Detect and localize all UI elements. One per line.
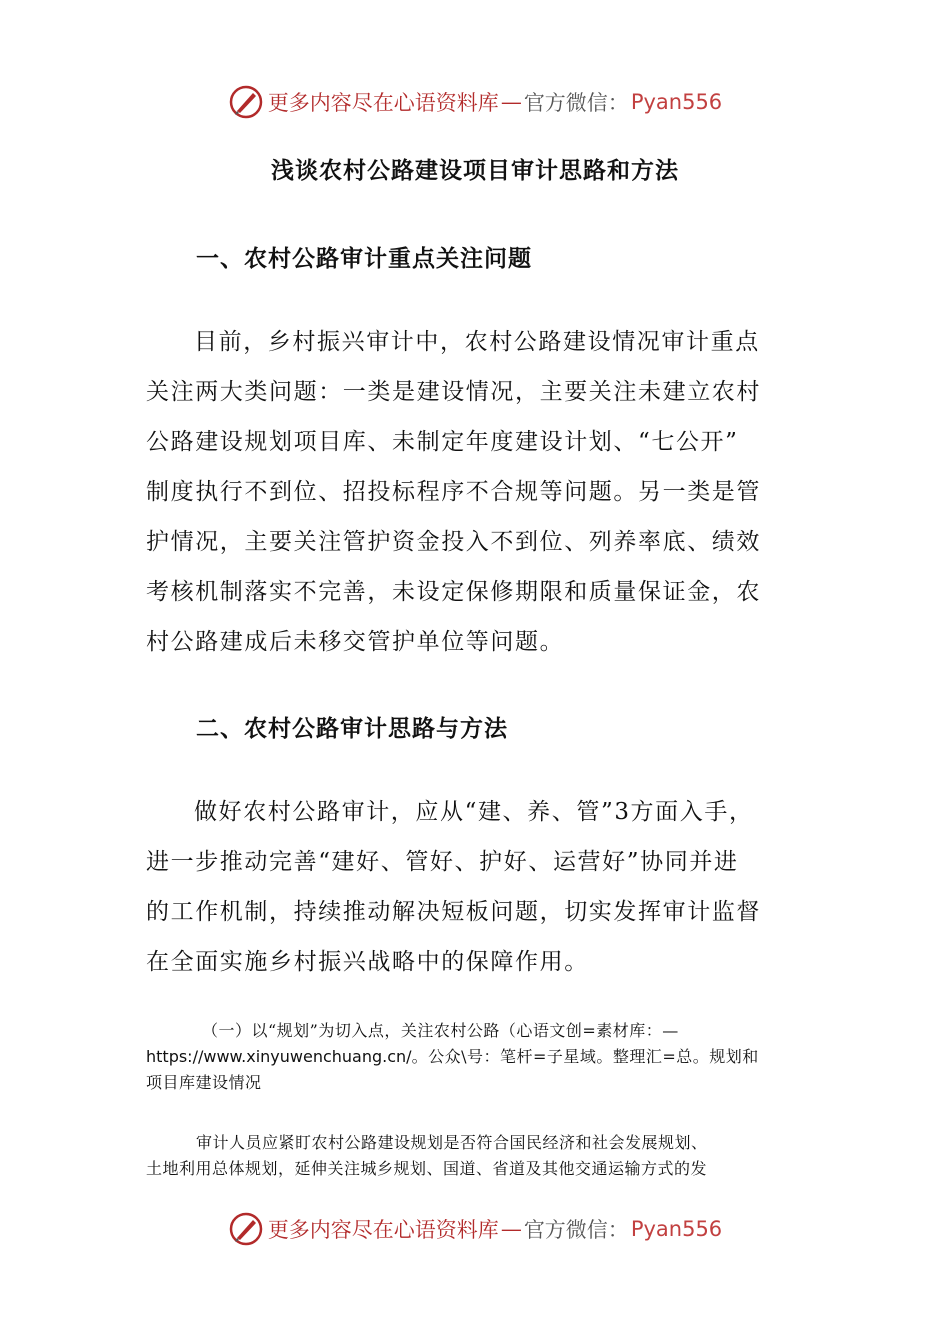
header-watermark-banner	[0, 82, 950, 122]
section-2-paragraph	[146, 787, 786, 987]
paragraph-line: 村公路建成后未移交管护单位等问题。	[146, 629, 565, 655]
subsection-line: 土地利用总体规划，延伸关注城乡规划、国道、省道及其他交通运输方式的发	[146, 1159, 708, 1178]
subsection-line: 项目库建设情况	[146, 1073, 262, 1092]
paragraph-line: 进一步推动完善“建好、管好、护好、运营好”协同并进	[146, 849, 739, 875]
paragraph-line: 制度执行不到位、招投标程序不合规等问题。另一类是管	[146, 479, 761, 505]
pen-logo-icon	[228, 1211, 264, 1247]
paragraph-line: 目前，乡村振兴审计中，农村公路建设情况审计重点	[194, 329, 760, 355]
paragraph-line: 的工作机制，持续推动解决短板问题，切实发挥审计监督	[146, 899, 761, 925]
subsection-1-text	[146, 1018, 806, 1096]
subsection-line-rest: 。公众\号：笔杆=子星域。整理汇=总。规划和	[411, 1047, 759, 1066]
section-1-paragraph	[146, 317, 786, 667]
subsection-line	[146, 1044, 806, 1070]
subsection-line: （一）以“规划”为切入点，关注农村公路（心语文创=素材库：—	[202, 1021, 679, 1040]
paragraph-line: 公路建设规划项目库、未制定年度建设计划、“七公开”	[146, 429, 739, 455]
banner-wechat-id: Pyan556	[630, 1217, 723, 1241]
paragraph-line: 关注两大类问题：一类是建设情况，主要关注未建立农村	[146, 379, 761, 405]
source-url-link[interactable]: https://www.xinyuwenchuang.cn/	[146, 1047, 412, 1066]
banner-wechat-id: Pyan556	[630, 90, 723, 114]
paragraph-line: 做好农村公路审计，应从“建、养、管”3方面入手，	[194, 799, 754, 825]
subsection-line: 审计人员应紧盯农村公路建设规划是否符合国民经济和社会发展规划、	[196, 1133, 708, 1152]
section-2-heading: 二、农村公路审计思路与方法	[196, 715, 508, 742]
banner-separator: —	[500, 1217, 522, 1241]
paragraph-line: 考核机制落实不完善，未设定保修期限和质量保证金，农	[146, 579, 761, 605]
banner-separator: —	[500, 90, 522, 114]
pen-logo-icon	[228, 84, 264, 120]
banner-wechat-label: 官方微信：	[523, 91, 629, 115]
banner-brand-text: 更多内容尽在心语资料库	[267, 1218, 499, 1242]
footer-watermark-banner	[0, 1209, 950, 1249]
banner-wechat-label: 官方微信：	[523, 1218, 629, 1242]
subsection-2-text	[146, 1130, 806, 1182]
document-title: 浅谈农村公路建设项目审计思路和方法	[271, 157, 679, 184]
section-1-heading: 一、农村公路审计重点关注问题	[196, 245, 532, 272]
paragraph-line: 护情况，主要关注管护资金投入不到位、列养率底、绩效	[146, 529, 761, 555]
banner-brand-text: 更多内容尽在心语资料库	[267, 91, 499, 115]
paragraph-line: 在全面实施乡村振兴战略中的保障作用。	[146, 949, 589, 975]
